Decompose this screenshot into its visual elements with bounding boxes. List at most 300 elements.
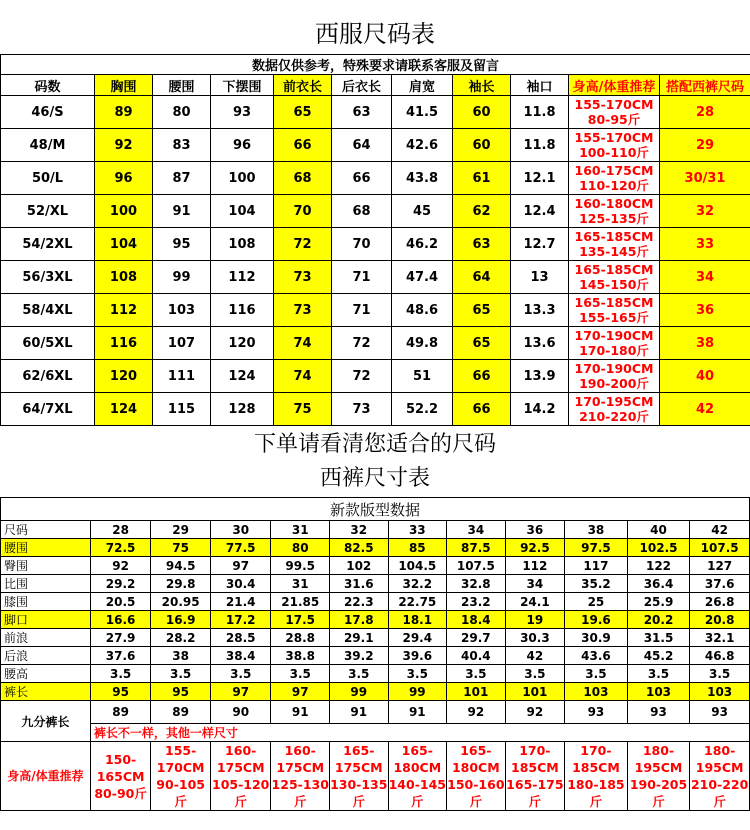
- suit-header-cell: 身高/体重推荐: [569, 75, 660, 96]
- suit-cell: 58/4XL: [1, 294, 95, 327]
- pants-height-weight-cell: 165-180CM 140-145斤: [388, 743, 446, 809]
- pants-cell: 29.2: [90, 575, 151, 593]
- pants-cell: 45.2: [627, 647, 690, 665]
- suit-row: [1, 195, 750, 228]
- suit-cell: 100: [95, 195, 153, 228]
- pants-cell: 3.5: [565, 665, 628, 683]
- suit-height-weight-cell: [569, 261, 660, 294]
- pants-cell: 107.5: [690, 539, 750, 557]
- pants-table-title: 西裤尺寸表: [319, 466, 430, 491]
- pants-cell: 35.2: [565, 575, 628, 593]
- pants-nine-length-cell: 90: [210, 701, 271, 724]
- suit-cell: 63: [453, 228, 511, 261]
- pants-row: [1, 575, 750, 593]
- suit-row: [1, 327, 750, 360]
- pants-height-weight-cell: 155-170CM 90-105斤: [151, 742, 211, 811]
- suit-cell: 56/3XL: [1, 261, 95, 294]
- pants-cell: 3.5: [151, 665, 211, 683]
- pants-cell: 32.1: [690, 629, 750, 647]
- pants-cell: 102: [330, 557, 389, 575]
- suit-pants-size-cell: 28: [660, 96, 750, 129]
- pants-cell: 3.5: [690, 665, 750, 683]
- pants-cell: 38: [565, 521, 628, 539]
- pants-height-weight-row: [1, 742, 750, 811]
- suit-pants-size-cell: 29: [660, 129, 750, 162]
- suit-cell: 74: [274, 327, 332, 360]
- suit-cell: 64: [453, 261, 511, 294]
- suit-height: 160-180CM: [574, 196, 654, 211]
- suit-height-weight-cell: [569, 162, 660, 195]
- suit-cell: 51: [392, 360, 453, 393]
- pants-row-label: 裤长: [1, 683, 91, 701]
- pants-height-weight-cell: 160-175CM 105-120斤: [212, 743, 270, 809]
- pants-length-note-row: [1, 724, 750, 742]
- pants-cell: 43.6: [565, 647, 628, 665]
- pants-nine-length-cell: 91: [271, 701, 330, 724]
- suit-cell: 64: [332, 129, 392, 162]
- pants-cell: 32.8: [447, 575, 506, 593]
- pants-cell: 19.6: [565, 611, 628, 629]
- pants-cell: 34: [505, 575, 565, 593]
- pants-cell: 29.1: [330, 629, 389, 647]
- pants-cell: 27.9: [90, 629, 151, 647]
- pants-height-weight-cell: 170-185CM 165-175斤: [506, 743, 564, 809]
- pants-cell: 3.5: [330, 665, 389, 683]
- pants-cell: 92.5: [505, 539, 565, 557]
- pants-nine-length-cell: 93: [690, 701, 750, 724]
- suit-cell: 63: [332, 96, 392, 129]
- suit-pants-size-cell: 33: [660, 228, 750, 261]
- pants-cell: 39.2: [330, 647, 389, 665]
- pants-nine-length-cell: 93: [565, 701, 628, 724]
- pants-row: [1, 557, 750, 575]
- suit-cell: 104: [95, 228, 153, 261]
- pants-row-label: 比围: [1, 575, 91, 593]
- pants-cell: 20.95: [151, 593, 211, 611]
- suit-header-cell: 肩宽: [392, 75, 453, 96]
- suit-note-row: [1, 55, 750, 75]
- suit-cell: 70: [332, 228, 392, 261]
- pants-row-label: 后浪: [1, 647, 91, 665]
- suit-header-cell: 后衣长: [332, 75, 392, 96]
- pants-cell: 97: [210, 557, 271, 575]
- suit-height: 170-190CM: [574, 328, 654, 343]
- pants-cell: 97.5: [565, 539, 628, 557]
- pants-cell: 101: [447, 683, 506, 701]
- pants-cell: 37.6: [690, 575, 750, 593]
- pants-cell: 104.5: [388, 557, 447, 575]
- pants-cell: 28.8: [271, 629, 330, 647]
- pants-cell: 31.6: [330, 575, 389, 593]
- pants-cell: 77.5: [210, 539, 271, 557]
- pants-cell: 40.4: [447, 647, 506, 665]
- suit-cell: 115: [153, 393, 211, 426]
- suit-pants-size-cell: 42: [660, 393, 750, 426]
- pants-cell: 16.9: [151, 611, 211, 629]
- pants-row-label: 前浪: [1, 629, 91, 647]
- suit-height: 165-185CM: [574, 262, 654, 277]
- pants-nine-length-cell: 91: [330, 701, 389, 724]
- pants-cell: 18.4: [447, 611, 506, 629]
- suit-pants-size-cell: 34: [660, 261, 750, 294]
- suit-cell: 48/M: [1, 129, 95, 162]
- pants-cell: 38: [151, 647, 211, 665]
- pants-subtitle-row: [1, 498, 750, 521]
- suit-cell: 60: [453, 96, 511, 129]
- pants-cell: 3.5: [505, 665, 565, 683]
- suit-height: 170-190CM: [574, 361, 654, 376]
- pants-cell: 101: [505, 683, 565, 701]
- suit-cell: 62/6XL: [1, 360, 95, 393]
- pants-row: [1, 665, 750, 683]
- suit-height-weight-cell: [569, 294, 660, 327]
- suit-row: [1, 228, 750, 261]
- suit-weight: 145-150斤: [579, 277, 649, 292]
- pants-cell: 107.5: [447, 557, 506, 575]
- suit-header-cell: 前衣长: [274, 75, 332, 96]
- pants-cell: 23.2: [447, 593, 506, 611]
- pants-height-weight-cell: 150-165CM 80-90斤: [90, 742, 151, 811]
- suit-cell: 128: [211, 393, 274, 426]
- pants-row: [1, 629, 750, 647]
- suit-cell: 116: [211, 294, 274, 327]
- pants-cell: 3.5: [90, 665, 151, 683]
- suit-size-table: [0, 54, 750, 426]
- suit-cell: 72: [332, 327, 392, 360]
- pants-nine-length-cell: 92: [505, 701, 565, 724]
- pants-height-weight-cell: 180-195CM 210-220斤: [690, 743, 749, 809]
- pants-cell: 95: [151, 683, 211, 701]
- pants-cell: 92: [90, 557, 151, 575]
- suit-header-cell: 码数: [1, 75, 95, 96]
- pants-row-label: 膝围: [1, 593, 91, 611]
- pants-cell: 30.3: [505, 629, 565, 647]
- suit-cell: 124: [95, 393, 153, 426]
- suit-weight: 155-165斤: [579, 310, 649, 325]
- suit-table-title: 西服尺码表: [315, 20, 435, 48]
- suit-cell: 72: [332, 360, 392, 393]
- pants-cell: 18.1: [388, 611, 447, 629]
- pants-row-label: 腰高: [1, 665, 91, 683]
- pants-cell: 122: [627, 557, 690, 575]
- suit-cell: 112: [211, 261, 274, 294]
- pants-cell: 80: [271, 539, 330, 557]
- pants-cell: 82.5: [330, 539, 389, 557]
- suit-cell: 80: [153, 96, 211, 129]
- pants-height-weight-cell: 165-180CM 150-160斤: [447, 743, 505, 809]
- pants-cell: 29.8: [151, 575, 211, 593]
- suit-cell: 48.6: [392, 294, 453, 327]
- pants-row-label: 尺码: [1, 521, 91, 539]
- pants-cell: 39.6: [388, 647, 447, 665]
- suit-cell: 71: [332, 261, 392, 294]
- pants-cell: 25: [565, 593, 628, 611]
- suit-cell: 73: [274, 261, 332, 294]
- suit-cell: 60/5XL: [1, 327, 95, 360]
- suit-pants-size-cell: 36: [660, 294, 750, 327]
- suit-height: 170-195CM: [574, 394, 654, 409]
- suit-cell: 96: [95, 162, 153, 195]
- suit-header-cell: 胸围: [95, 75, 153, 96]
- suit-cell: 92: [95, 129, 153, 162]
- suit-cell: 13.3: [511, 294, 569, 327]
- pants-cell: 20.8: [690, 611, 750, 629]
- pants-nine-length-cell: 93: [627, 701, 690, 724]
- suit-cell: 89: [95, 96, 153, 129]
- suit-cell: 47.4: [392, 261, 453, 294]
- pants-row: [1, 539, 750, 557]
- suit-weight: 210-220斤: [579, 409, 649, 424]
- suit-cell: 46.2: [392, 228, 453, 261]
- pants-cell: 103: [565, 683, 628, 701]
- suit-cell: 46/S: [1, 96, 95, 129]
- suit-cell: 54/2XL: [1, 228, 95, 261]
- pants-row: [1, 683, 750, 701]
- suit-cell: 62: [453, 195, 511, 228]
- suit-cell: 65: [453, 327, 511, 360]
- pants-cell: 16.6: [90, 611, 151, 629]
- pants-cell: 28.2: [151, 629, 211, 647]
- suit-weight: 190-200斤: [579, 376, 649, 391]
- pants-nine-length-cell: 91: [388, 701, 447, 724]
- pants-nine-length-cell: 89: [90, 701, 151, 724]
- suit-cell: 93: [211, 96, 274, 129]
- pants-cell: 26.8: [690, 593, 750, 611]
- pants-cell: 29.7: [447, 629, 506, 647]
- suit-cell: 73: [332, 393, 392, 426]
- suit-weight: 135-145斤: [579, 244, 649, 259]
- suit-cell: 74: [274, 360, 332, 393]
- pants-cell: 32.2: [388, 575, 447, 593]
- pants-cell: 3.5: [271, 665, 330, 683]
- suit-row: [1, 360, 750, 393]
- suit-cell: 75: [274, 393, 332, 426]
- pants-cell: 99: [330, 683, 389, 701]
- suit-cell: 11.8: [511, 96, 569, 129]
- pants-height-weight-cell: 160-175CM 125-130斤: [271, 743, 329, 809]
- suit-height-weight-cell: [569, 360, 660, 393]
- pants-nine-length-row: [1, 701, 750, 724]
- pants-cell: 117: [565, 557, 628, 575]
- pants-cell: 95: [90, 683, 151, 701]
- suit-header-cell: 下摆围: [211, 75, 274, 96]
- suit-weight: 110-120斤: [579, 178, 649, 193]
- pants-cell: 30.9: [565, 629, 628, 647]
- suit-row: [1, 393, 750, 426]
- pants-cell: 22.3: [330, 593, 389, 611]
- suit-cell: 14.2: [511, 393, 569, 426]
- pants-cell: 36: [505, 521, 565, 539]
- suit-row: [1, 162, 750, 195]
- suit-height: 155-170CM: [574, 97, 654, 112]
- suit-cell: 12.7: [511, 228, 569, 261]
- pants-cell: 3.5: [388, 665, 447, 683]
- suit-cell: 12.4: [511, 195, 569, 228]
- pants-cell: 3.5: [627, 665, 690, 683]
- suit-header-cell: 腰围: [153, 75, 211, 96]
- pants-cell: 3.5: [447, 665, 506, 683]
- pants-cell: 97: [271, 683, 330, 701]
- suit-cell: 66: [453, 360, 511, 393]
- suit-cell: 13.9: [511, 360, 569, 393]
- suit-cell: 12.1: [511, 162, 569, 195]
- pants-cell: 72.5: [90, 539, 151, 557]
- pants-cell: 42: [505, 647, 565, 665]
- suit-height-weight-cell: [569, 129, 660, 162]
- suit-cell: 87: [153, 162, 211, 195]
- pants-row-label: 臀围: [1, 557, 91, 575]
- pants-cell: 97: [210, 683, 271, 701]
- pants-cell: 103: [627, 683, 690, 701]
- suit-header-row: [1, 75, 750, 96]
- suit-cell: 108: [95, 261, 153, 294]
- suit-cell: 11.8: [511, 129, 569, 162]
- pants-height-weight-cell: 165-175CM 130-135斤: [330, 743, 388, 809]
- suit-height: 165-185CM: [574, 295, 654, 310]
- pants-row: [1, 521, 750, 539]
- pants-cell: 36.4: [627, 575, 690, 593]
- pants-cell: 31: [271, 575, 330, 593]
- suit-cell: 120: [95, 360, 153, 393]
- pants-size-table: [0, 497, 750, 811]
- suit-row: [1, 261, 750, 294]
- pants-cell: 19: [505, 611, 565, 629]
- suit-pants-size-cell: 38: [660, 327, 750, 360]
- pants-row-label: 腰围: [1, 539, 91, 557]
- pants-length-note: 裤长不一样，其他一样尺寸: [90, 724, 749, 742]
- pants-cell: 29.4: [388, 629, 447, 647]
- pants-nine-length-cell: 89: [151, 701, 211, 724]
- suit-header-cell: 搭配西裤尺码: [660, 75, 750, 96]
- suit-cell: 64/7XL: [1, 393, 95, 426]
- pants-cell: 94.5: [151, 557, 211, 575]
- pants-cell: 21.85: [271, 593, 330, 611]
- suit-cell: 116: [95, 327, 153, 360]
- pants-cell: 28.5: [210, 629, 271, 647]
- suit-height-weight-cell: [569, 228, 660, 261]
- suit-cell: 124: [211, 360, 274, 393]
- suit-cell: 13: [511, 261, 569, 294]
- suit-cell: 91: [153, 195, 211, 228]
- pants-cell: 127: [690, 557, 750, 575]
- pants-cell: 42: [690, 521, 750, 539]
- suit-weight: 125-135斤: [579, 211, 649, 226]
- suit-cell: 112: [95, 294, 153, 327]
- pants-height-weight-label: 身高/体重推荐: [1, 742, 91, 811]
- suit-height-weight-cell: [569, 195, 660, 228]
- pants-cell: 3.5: [210, 665, 271, 683]
- suit-cell: 107: [153, 327, 211, 360]
- suit-cell: 43.8: [392, 162, 453, 195]
- suit-cell: 50/L: [1, 162, 95, 195]
- suit-header-cell: 袖长: [453, 75, 511, 96]
- suit-row: [1, 129, 750, 162]
- pants-row: [1, 593, 750, 611]
- pants-cell: 31.5: [627, 629, 690, 647]
- suit-cell: 66: [453, 393, 511, 426]
- suit-cell: 65: [453, 294, 511, 327]
- suit-weight: 100-110斤: [579, 145, 649, 160]
- suit-cell: 13.6: [511, 327, 569, 360]
- pants-cell: 46.8: [690, 647, 750, 665]
- pants-cell: 31: [271, 521, 330, 539]
- pants-height-weight-cell: 180-195CM 190-205斤: [627, 742, 690, 811]
- suit-cell: 45: [392, 195, 453, 228]
- suit-height: 160-175CM: [574, 163, 654, 178]
- pants-cell: 17.2: [210, 611, 271, 629]
- pants-cell: 30: [210, 521, 271, 539]
- pants-cell: 22.75: [388, 593, 447, 611]
- pants-cell: 25.9: [627, 593, 690, 611]
- suit-cell: 100: [211, 162, 274, 195]
- pants-cell: 17.8: [330, 611, 389, 629]
- pants-cell: 102.5: [627, 539, 690, 557]
- pants-cell: 30.4: [210, 575, 271, 593]
- suit-cell: 104: [211, 195, 274, 228]
- suit-cell: 52/XL: [1, 195, 95, 228]
- pants-cell: 24.1: [505, 593, 565, 611]
- pants-cell: 20.5: [90, 593, 151, 611]
- suit-height-weight-cell: [569, 96, 660, 129]
- pants-cell: 37.6: [90, 647, 151, 665]
- pants-cell: 32: [330, 521, 389, 539]
- pants-cell: 33: [388, 521, 447, 539]
- suit-cell: 95: [153, 228, 211, 261]
- suit-height-weight-cell: [569, 393, 660, 426]
- suit-cell: 65: [274, 96, 332, 129]
- suit-cell: 111: [153, 360, 211, 393]
- pants-nine-length-label: 九分裤长: [1, 701, 91, 742]
- pants-cell: 29: [151, 521, 211, 539]
- pants-cell: 99.5: [271, 557, 330, 575]
- suit-cell: 83: [153, 129, 211, 162]
- pants-cell: 85: [388, 539, 447, 557]
- suit-cell: 66: [332, 162, 392, 195]
- pants-cell: 75: [151, 539, 211, 557]
- pants-nine-length-cell: 92: [447, 701, 506, 724]
- suit-pants-size-cell: 32: [660, 195, 750, 228]
- suit-height: 155-170CM: [574, 130, 654, 145]
- pants-cell: 40: [627, 521, 690, 539]
- suit-cell: 41.5: [392, 96, 453, 129]
- suit-cell: 70: [274, 195, 332, 228]
- pants-subtitle: 新款版型数据: [1, 498, 750, 521]
- suit-cell: 71: [332, 294, 392, 327]
- pants-cell: 112: [505, 557, 565, 575]
- pants-cell: 103: [690, 683, 750, 701]
- suit-height-weight-cell: [569, 327, 660, 360]
- suit-weight: 170-180斤: [579, 343, 649, 358]
- pants-row-label: 脚口: [1, 611, 91, 629]
- suit-pants-size-cell: 40: [660, 360, 750, 393]
- pants-cell: 34: [447, 521, 506, 539]
- pants-height-weight-cell: 170-185CM 180-185斤: [565, 742, 628, 811]
- suit-height: 165-185CM: [574, 229, 654, 244]
- suit-pants-size-cell: 30/31: [660, 162, 750, 195]
- suit-cell: 96: [211, 129, 274, 162]
- suit-cell: 49.8: [392, 327, 453, 360]
- suit-cell: 99: [153, 261, 211, 294]
- pants-cell: 20.2: [627, 611, 690, 629]
- suit-cell: 60: [453, 129, 511, 162]
- size-reminder-text: 下单请看清您适合的尺码: [253, 432, 496, 457]
- suit-row: [1, 96, 750, 129]
- suit-cell: 68: [274, 162, 332, 195]
- suit-cell: 68: [332, 195, 392, 228]
- pants-row: [1, 647, 750, 665]
- suit-cell: 108: [211, 228, 274, 261]
- pants-cell: 99: [388, 683, 447, 701]
